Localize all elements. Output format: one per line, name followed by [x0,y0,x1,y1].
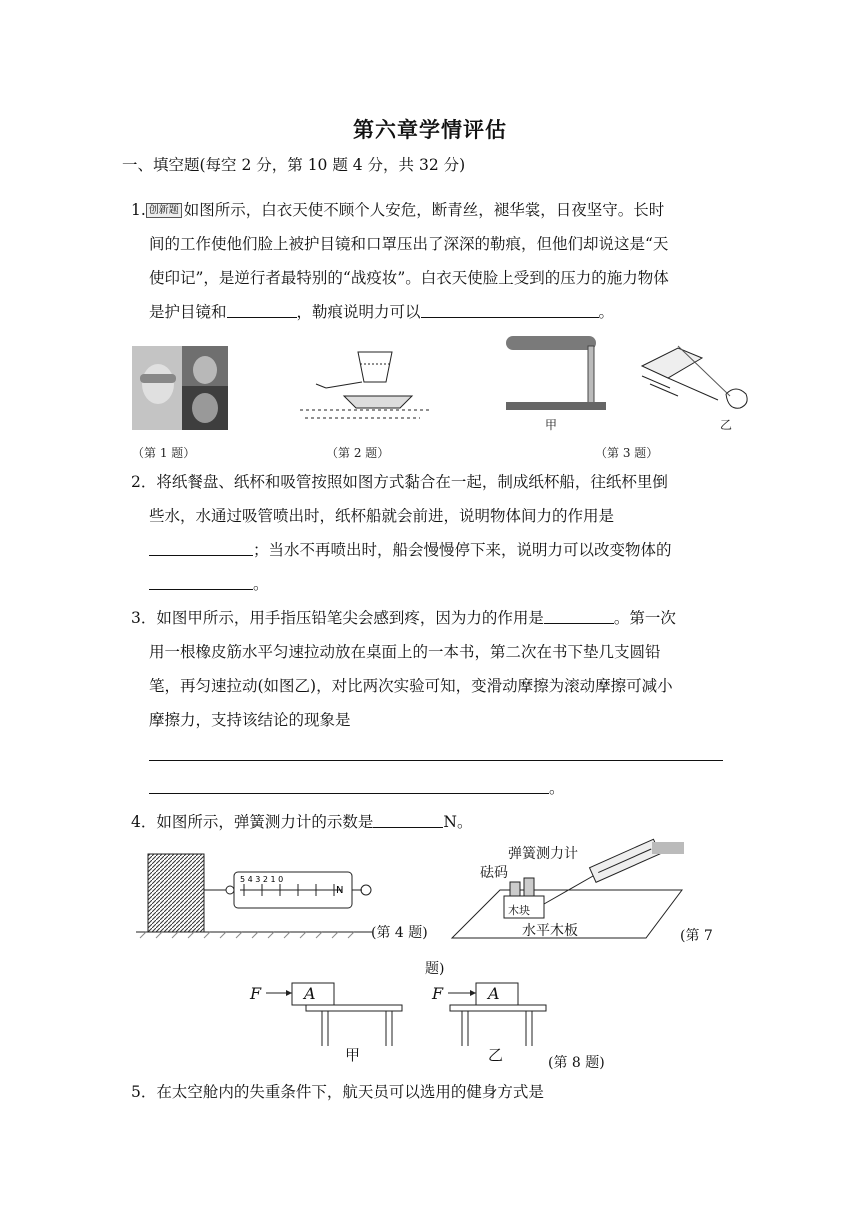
force-label-jia: F [250,984,262,1003]
q1-text-4c: 。 [598,303,615,321]
figures-row-1 [130,336,760,436]
fig8-jia-label: 甲 [345,1046,361,1064]
q3-text-1a: 3．如图甲所示，用手指压铅笔尖会感到疼，因为力的作用是 [131,609,544,627]
q1-line1 [131,200,664,220]
q2-line4 [149,574,269,594]
fig7-weight-label: 砝码 [480,865,508,881]
fig2-caption: （第 2 题） [326,446,390,460]
force-label-yi: F [432,984,444,1003]
q2-text-4: 。 [253,575,269,593]
fig8-caption: (第 8 题) [548,1055,605,1071]
wall-block [148,854,204,932]
q2-line1: 2．将纸餐盘、纸杯和吸管按照如图方式黏合在一起，制成纸杯船，往纸杯里倒 [131,473,668,491]
fig7-block-label: 木块 [508,904,530,917]
q3-line3: 笔，再匀速拉动(如图乙)，对比两次实验可知，变滑动摩擦为滚动摩擦可减小 [149,677,673,695]
fig4-caption: (第 4 题) [371,925,428,941]
block-label-yi: A [488,984,500,1003]
q2-line2: 些水，水通过吸管喷出时，纸杯船就会前进，说明物体间力的作用是 [149,507,615,525]
nurse-photo [132,346,228,430]
fig7-caption-b: 题) [425,961,445,977]
fig7-caption-a: (第 7 [680,928,713,944]
finger-pencil-figure [506,336,606,410]
innovation-badge: 创新题 [146,203,182,218]
q3-answer-line-1[interactable] [149,760,723,761]
q4-line1 [131,812,472,832]
section-heading: 一、填空题(每空 2 分，第 10 题 4 分，共 32 分) [122,156,466,174]
q3-line1 [131,608,676,628]
table-yi [450,1005,546,1011]
block-label-jia: A [304,984,316,1003]
fig8-yi-label: 乙 [488,1046,504,1064]
fig3-caption: （第 3 题） [595,446,659,460]
fig3-yi-label: 乙 [720,418,733,432]
page-title: 第六章学情评估 [353,118,507,142]
q5-line1: 5．在太空舱内的失重条件下，航天员可以选用的健身方式是 [131,1083,544,1101]
cup-boat-figure [300,352,430,418]
q1-text-1: 如图所示，白衣天使不顾个人安危，断青丝，褪华裳，日夜坚守。长时 [183,201,665,219]
q4-text-1b: N。 [443,813,473,831]
q3-answer-line-2 [149,778,565,798]
q4-text-1a: 4．如图所示，弹簧测力计的示数是 [131,813,374,831]
q2-line3 [149,540,672,560]
q1-blank-1[interactable] [227,303,297,318]
q3-line2: 用一根橡皮筋水平匀速拉动放在桌面上的一本书，第二次在书下垫几支圆铅 [149,643,661,661]
book-pencils-figure [642,346,747,408]
q2-blank-1[interactable] [149,541,253,556]
q1-line4 [149,302,614,322]
q1-text-4a: 是护目镜和 [149,303,227,321]
fig7-meter-label: 弹簧测力计 [508,846,578,862]
fig7-board-label: 水平木板 [522,923,578,939]
spring-scale-figure [136,848,372,944]
scale-unit: N [336,885,344,896]
q1-line2: 间的工作使他们脸上被护目镜和口罩压出了深深的勒痕，但他们却说这是“天 [149,235,669,253]
fig3-jia-label: 甲 [545,418,558,432]
scale-numbers: 5 4 3 2 1 0 [240,875,284,884]
q4-blank-1[interactable] [373,813,443,828]
q3-blank-2[interactable] [149,779,549,794]
table-jia [306,1005,402,1011]
fig1-caption: （第 1 题） [132,446,196,460]
q3-line4: 摩擦力，支持该结论的现象是 [149,711,351,729]
q1-text-4b: ，勒痕说明力可以 [296,303,421,321]
q3-text-1b: 。第一次 [613,609,676,627]
q3-end: 。 [549,779,565,797]
push-block-figure [246,980,556,1056]
q1-blank-2[interactable] [421,303,599,318]
q3-blank-1[interactable] [544,609,614,624]
q1-line3: 使印记”，是逆行者最特别的“战疫妆”。白衣天使脸上受到的压力的施力物体 [149,269,669,287]
q2-text-3: ；当水不再喷出时，船会慢慢停下来，说明力可以改变物体的 [253,541,672,559]
q1-number: 1. [131,201,146,219]
q2-blank-2[interactable] [149,575,253,590]
